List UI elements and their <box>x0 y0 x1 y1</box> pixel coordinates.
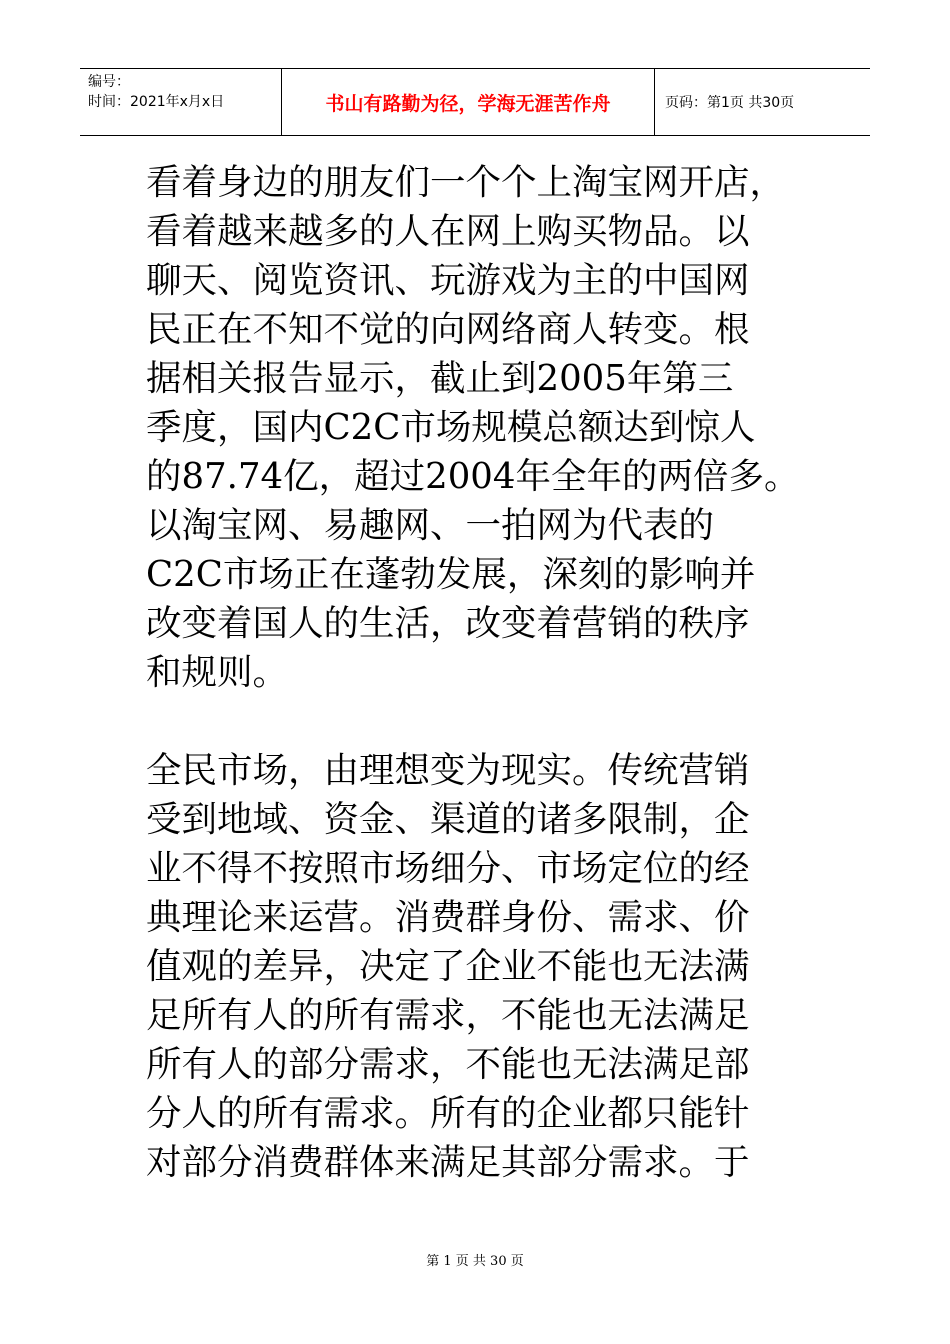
text-line: 值观的差异，决定了企业不能也无法满 <box>146 946 750 987</box>
text-line: 和规则。 <box>146 652 289 693</box>
text-line: 全民市场，由理想变为现实。传统营销 <box>146 750 750 791</box>
document-body <box>146 158 846 1187</box>
document-header <box>80 68 870 136</box>
text-line: 典理论来运营。消费群身份、需求、价 <box>146 897 750 938</box>
footer-page-number: 第 1 页 共 30 页 <box>426 1254 524 1269</box>
paragraph <box>146 746 846 1187</box>
motto-text: 书山有路勤为径，学海无涯苦作舟 <box>325 92 611 115</box>
text-line: 足所有人的所有需求，不能也无法满足 <box>146 995 750 1036</box>
paragraph-spacer <box>146 697 846 746</box>
text-line: 看着越来越多的人在网上购买物品。以 <box>146 211 750 252</box>
header-meta-cell <box>80 69 282 135</box>
text-line: 受到地域、资金、渠道的诸多限制，企 <box>146 799 750 840</box>
text-line: 据相关报告显示，截止到2005年第三 <box>146 358 734 399</box>
text-line: 对部分消费群体来满足其部分需求。于 <box>146 1142 750 1183</box>
header-page-cell <box>655 69 870 135</box>
paragraph <box>146 158 846 697</box>
doc-number-label: 编号： <box>88 74 130 90</box>
text-line: C2C市场正在蓬勃发展，深刻的影响并 <box>146 554 756 595</box>
text-line: 所有人的部分需求，不能也无法满足部 <box>146 1044 750 1085</box>
text-line: 分人的所有需求。所有的企业都只能针 <box>146 1093 750 1134</box>
header-page-info: 页码：第1页 共30页 <box>665 95 795 111</box>
text-line: 改变着国人的生活，改变着营销的秩序 <box>146 603 750 644</box>
text-line: 聊天、阅览资讯、玩游戏为主的中国网 <box>146 260 750 301</box>
text-line: 业不得不按照市场细分、市场定位的经 <box>146 848 750 889</box>
text-line: 看着身边的朋友们一个个上淘宝网开店， <box>146 162 786 203</box>
text-line: 以淘宝网、易趣网、一拍网为代表的 <box>146 505 715 546</box>
doc-time-label: 时间：2021年x月x日 <box>88 94 225 110</box>
header-motto-cell <box>282 69 655 135</box>
page-footer <box>0 1250 950 1269</box>
text-line: 民正在不知不觉的向网络商人转变。根 <box>146 309 750 350</box>
text-line: 季度，国内C2C市场规模总额达到惊人 <box>146 407 756 448</box>
text-line: 的87.74亿，超过2004年全年的两倍多。 <box>146 456 800 497</box>
